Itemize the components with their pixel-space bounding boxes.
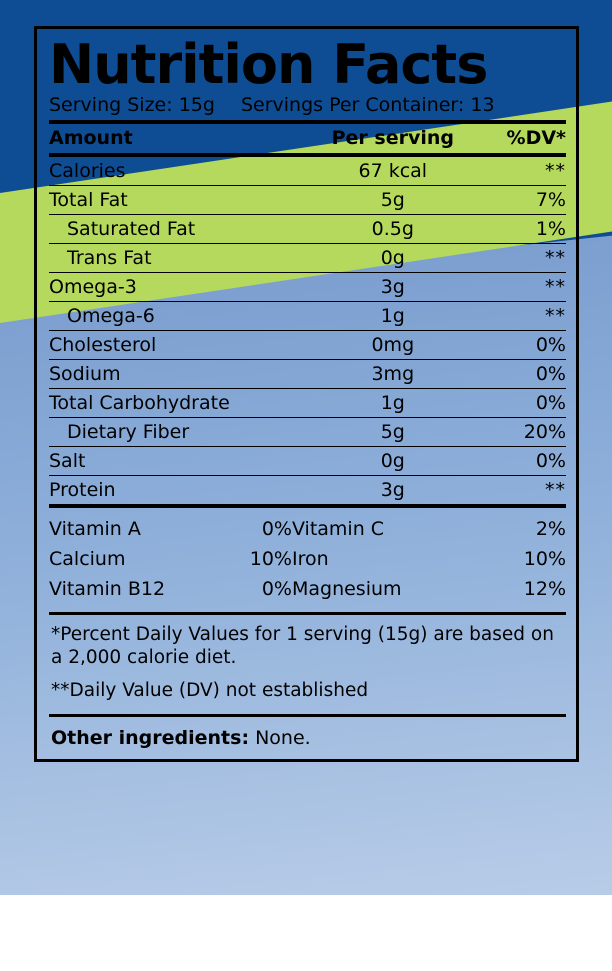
vitamins-table [49, 514, 566, 604]
nutrient-name: Salt [49, 447, 308, 476]
nutrient-value: 0.5g [308, 215, 479, 244]
nutrient-dv: 7% [478, 186, 566, 215]
table-row [49, 418, 566, 447]
nutrient-name: Sodium [49, 360, 308, 389]
nutrient-name: Saturated Fat [49, 215, 308, 244]
nutrient-name: Total Fat [49, 186, 308, 215]
vitamin-percent: 0% [261, 578, 292, 601]
nutrient-name: Total Carbohydrate [49, 389, 308, 418]
vitamin-name: Vitamin C [291, 518, 385, 541]
nutrient-dv: ** [478, 302, 566, 331]
table-row [49, 155, 566, 186]
nutrition-table [49, 124, 566, 508]
servings-per-container [241, 94, 495, 116]
table-row [49, 360, 566, 389]
nutrient-dv: 0% [478, 389, 566, 418]
nutrient-dv: 0% [478, 447, 566, 476]
table-row [49, 514, 566, 544]
background-white-footer [0, 895, 612, 971]
nutrient-dv: ** [478, 476, 566, 507]
table-row [49, 215, 566, 244]
serving-size-value: 15g [178, 94, 215, 117]
nutrient-value: 0g [308, 244, 479, 273]
nutrient-dv: 0% [478, 331, 566, 360]
nutrient-value: 5g [308, 186, 479, 215]
vitamin-percent: 10% [523, 548, 566, 571]
nutrient-value: 3mg [308, 360, 479, 389]
serving-size [49, 94, 215, 116]
serving-size-label: Serving Size: [49, 94, 173, 117]
column-header-per-serving: Per serving [308, 124, 479, 155]
vitamin-name: Magnesium [291, 578, 402, 601]
page-title: Nutrition Facts [49, 33, 488, 96]
nutrient-name: Omega-3 [49, 273, 308, 302]
table-row [49, 544, 566, 574]
nutrient-value: 0g [308, 447, 479, 476]
table-row [49, 389, 566, 418]
nutrient-dv: ** [478, 273, 566, 302]
other-ingredients-label: Other ingredients: [51, 727, 250, 750]
nutrition-facts-panel [34, 26, 579, 762]
table-row [49, 574, 566, 604]
table-row [49, 331, 566, 360]
vitamin-percent: 12% [523, 578, 566, 601]
nutrient-value: 0mg [308, 331, 479, 360]
table-row [49, 244, 566, 273]
nutrient-value: 3g [308, 273, 479, 302]
table-row [49, 302, 566, 331]
column-header-amount: Amount [49, 124, 308, 155]
nutrient-name: Cholesterol [49, 331, 308, 360]
nutrient-name: Trans Fat [49, 244, 308, 273]
table-header-row [49, 124, 566, 155]
vitamin-name: Calcium [49, 548, 126, 571]
footnote-dv-not-established: **Daily Value (DV) not established [51, 680, 369, 702]
footnote-daily-values: *Percent Daily Values for 1 serving (15g) are based on a 2,000 calorie diet. [51, 624, 554, 669]
vitamin-name: Vitamin A [49, 518, 141, 541]
column-header-dv: %DV* [478, 124, 566, 155]
nutrient-dv: 1% [478, 215, 566, 244]
vitamin-name: Iron [291, 548, 329, 571]
nutrient-value: 1g [308, 389, 479, 418]
vitamin-percent: 2% [535, 518, 566, 541]
nutrient-name: Protein [49, 476, 308, 507]
vitamin-percent: 10% [249, 548, 292, 571]
footnotes [49, 615, 566, 714]
nutrient-value: 3g [308, 476, 479, 507]
table-row [49, 447, 566, 476]
other-ingredients [49, 714, 566, 759]
serving-info [49, 94, 566, 116]
nutrient-value: 5g [308, 418, 479, 447]
table-row [49, 273, 566, 302]
nutrient-dv: 20% [478, 418, 566, 447]
other-ingredients-value: None. [255, 727, 311, 750]
nutrient-value: 67 kcal [308, 155, 479, 186]
nutrient-name: Omega-6 [49, 302, 308, 331]
servings-per-container-value: 13 [470, 94, 495, 117]
servings-per-container-label: Servings Per Container: [240, 94, 465, 117]
vitamin-percent: 0% [261, 518, 292, 541]
nutrient-name: Dietary Fiber [49, 418, 308, 447]
nutrient-dv: ** [478, 155, 566, 186]
nutrient-value: 1g [308, 302, 479, 331]
nutrient-name: Calories [49, 155, 308, 186]
table-row [49, 476, 566, 507]
vitamin-name: Vitamin B12 [49, 578, 166, 601]
nutrient-dv: ** [478, 244, 566, 273]
table-row [49, 186, 566, 215]
nutrient-dv: 0% [478, 360, 566, 389]
